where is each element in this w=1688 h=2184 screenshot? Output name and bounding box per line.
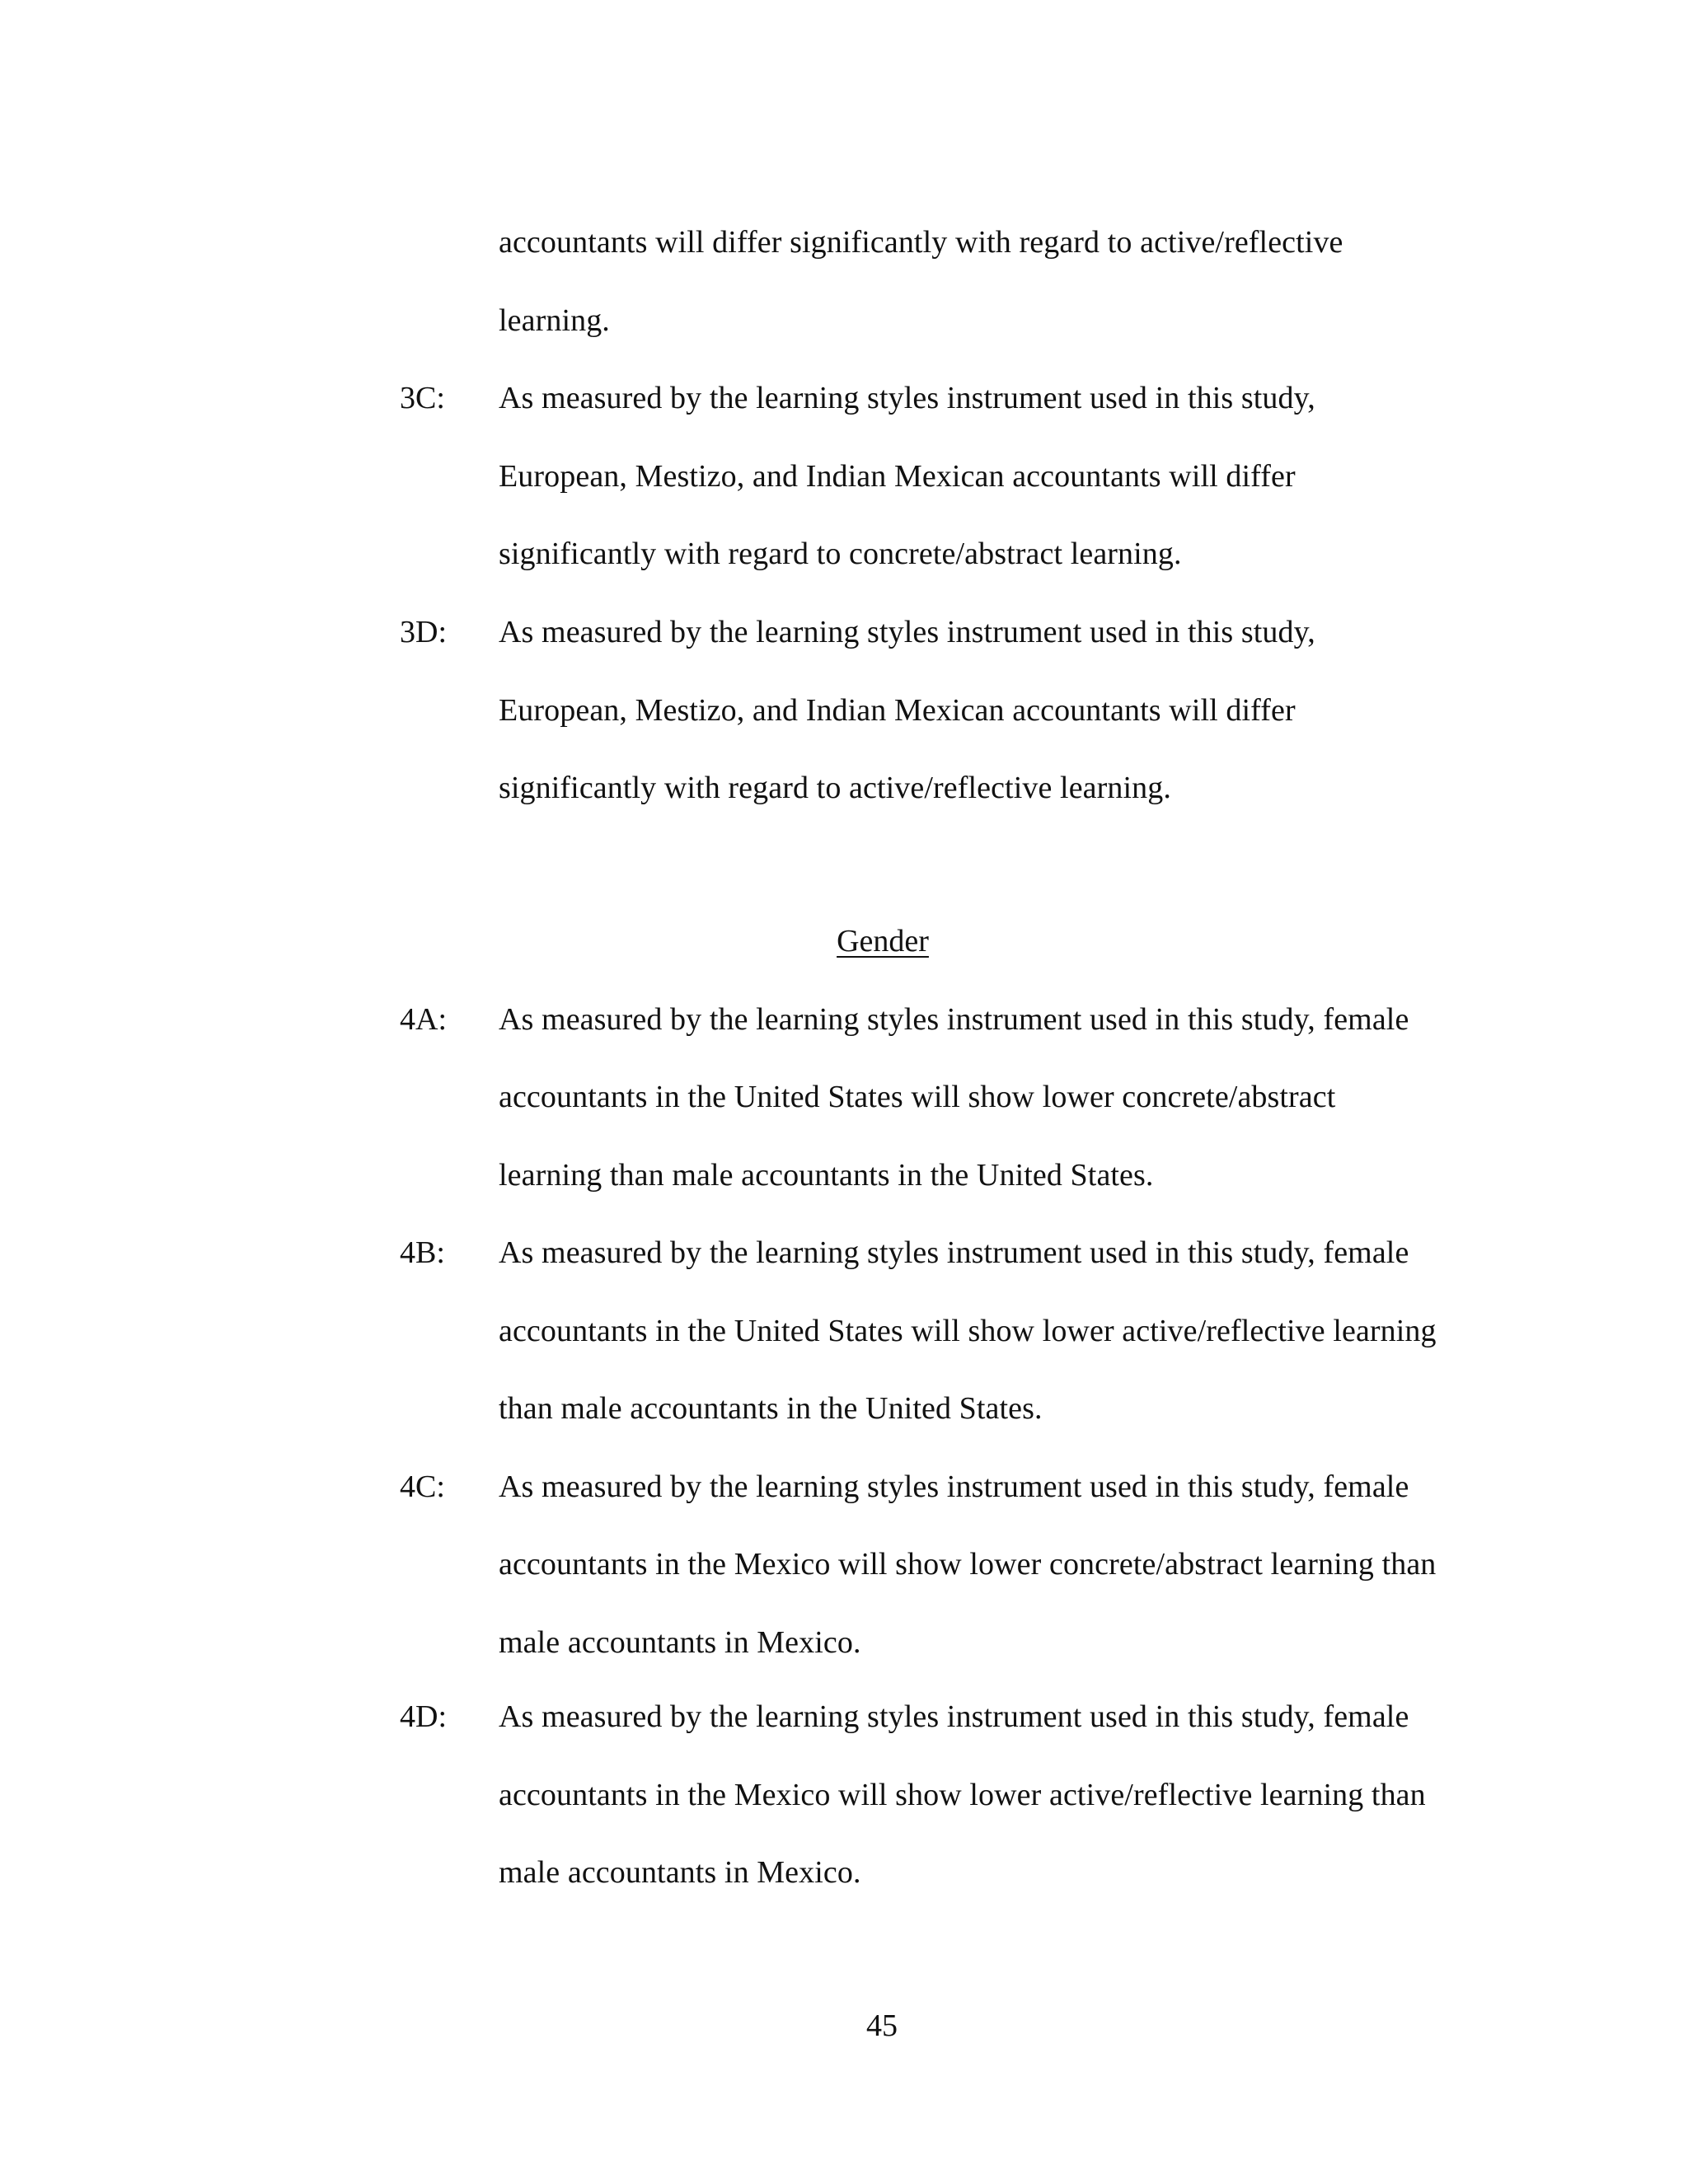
hypothesis-label-4b: 4B: [400,1235,445,1270]
hypothesis-text-line: accountants in the Mexico will show lower concrete/abstract learning than [499,1547,1437,1582]
section-heading [0,921,1688,961]
hypothesis-text-line: than male accountants in the United States. [499,1391,1043,1426]
hypothesis-label-4c: 4C: [400,1469,445,1504]
hypothesis-text-line: male accountants in Mexico. [499,1625,861,1660]
hypothesis-text-line: accountants in the Mexico will show lower active/reflective learning than [499,1778,1426,1812]
intro-line: accountants will differ significantly with regard to active/reflective [499,225,1343,260]
hypothesis-text-line: accountants in the United States will show lower active/reflective learning [499,1314,1437,1348]
hypothesis-text-line: As measured by the learning styles instrument used in this study, [499,381,1315,415]
hypothesis-label-4a: 4A: [400,1002,447,1037]
hypothesis-text-line: learning than male accountants in the United States. [499,1158,1154,1193]
intro-line: learning. [499,303,610,338]
hypothesis-text-line: significantly with regard to concrete/abstract learning. [499,537,1182,571]
hypothesis-text-line: As measured by the learning styles instrument used in this study, [499,615,1315,649]
hypothesis-text-line: European, Mestizo, and Indian Mexican accountants will differ [499,459,1296,494]
hypothesis-text-line: European, Mestizo, and Indian Mexican accountants will differ [499,693,1296,728]
hypothesis-text-line: accountants in the United States will show lower concrete/abstract [499,1080,1336,1114]
hypothesis-text-line: As measured by the learning styles instrument used in this study, female [499,1699,1409,1734]
hypothesis-label-4d: 4D: [400,1699,447,1734]
hypothesis-text-line: As measured by the learning styles instrument used in this study, female [499,1002,1409,1037]
hypothesis-label-3d: 3D: [400,615,447,649]
hypothesis-label-3c: 3C: [400,381,445,415]
hypothesis-text-line: As measured by the learning styles instrument used in this study, female [499,1235,1409,1270]
section-heading-text: Gender [837,924,929,958]
page-number: 45 [866,2008,898,2043]
hypothesis-text-line: As measured by the learning styles instrument used in this study, female [499,1469,1409,1504]
hypothesis-text-line: significantly with regard to active/reflective learning. [499,771,1171,805]
hypothesis-text-line: male accountants in Mexico. [499,1855,861,1890]
